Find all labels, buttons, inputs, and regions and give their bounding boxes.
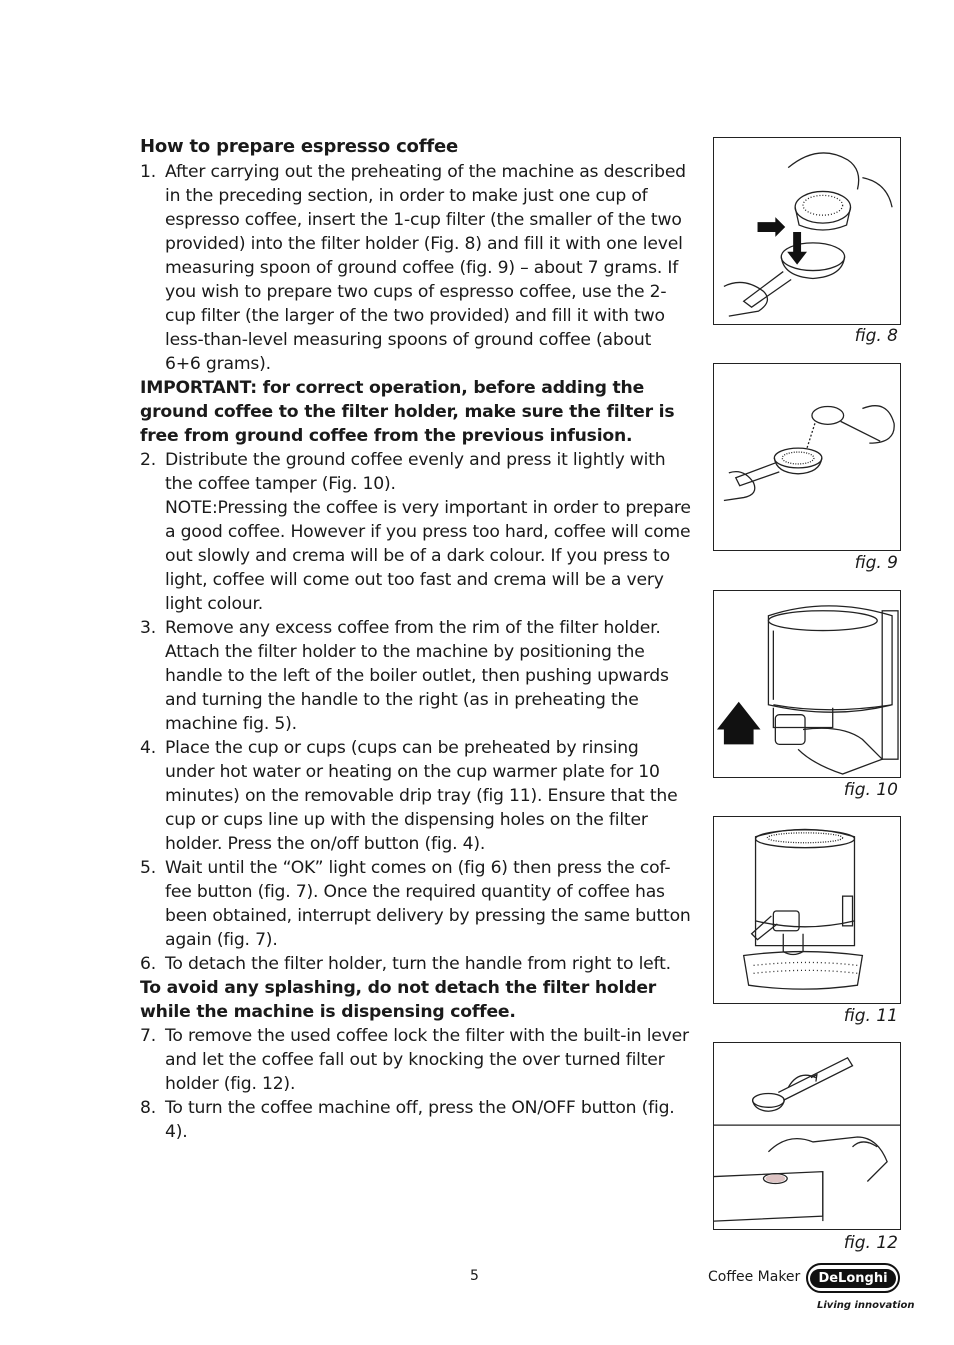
cup-on-drip-tray-illustration [714,817,900,1003]
step-5 [140,856,692,952]
step-1 [140,160,692,376]
step-number: 2. [140,450,156,470]
brand-name: DeLonghi [810,1269,895,1288]
step-6 [140,952,692,976]
step-text: To detach the filter holder, turn the handle from right to left. [165,954,671,974]
step-text: Place the cup or cups (cups can be preheated by rinsing under hot water or heating on the cup warmer plate for 10 minutes) on the removable drip tray (fig 11). Ensure that the cup or cups line up with the dispensing holes on the filter holder. Press the on/off button (fig. 4). [165,738,678,854]
step-2 [140,448,692,616]
step-number: 6. [140,954,156,974]
figure-11-caption: fig. 11 [843,1006,898,1026]
step-text: Distribute the ground coffee evenly and press it lightly with the coffee tamper (Fig. 10). [165,450,666,494]
section-heading: How to prepare espresso coffee [140,136,458,157]
step-text: To turn the coffee machine off, press the ON/OFF button (fig. 4). [165,1098,675,1142]
step-number: 5. [140,858,156,878]
figure-9-caption: fig. 9 [854,553,898,573]
step-4 [140,736,692,856]
step-text: After carrying out the preheating of the machine as described in the preceding section, in order to make just one cup of espresso coffee, insert the 1-cup filter (the smaller of the two provided) into the filter holder (Fig. 8) and fill it with one level measuring spoon of ground coffee (fig. 9) – about 7 grams. If you wish to prepare two cups of espresso coffee, use the 2-cup filter (the larger of the two provided) and fill it with two less-than-level measuring spoons of ground coffee (about 6+6 grams). [165,162,686,374]
figure-8-caption: fig. 8 [854,326,898,346]
step-3 [140,616,692,736]
step-7 [140,1024,692,1096]
figure-9-illustration [713,363,901,551]
important-note: IMPORTANT: for correct operation, before adding the ground coffee to the filter holder, make sure the filter is free from ground coffee from the previous infusion. [140,378,675,446]
step-8 [140,1096,692,1144]
delonghi-logo [806,1263,900,1293]
step-note: NOTE:Pressing the coffee is very important in order to prepare a good coffee. However if you press too hard, coffee will come out slowly and crema will be of a dark colour. If you press to light, coffee will come out too fast and crema will be a very light colour. [165,498,691,614]
knock-out-coffee-illustration [714,1043,900,1229]
step-number: 7. [140,1026,156,1046]
step-number: 1. [140,162,156,182]
figure-11-illustration [713,816,901,1004]
splash-warning: To avoid any splashing, do not detach the filter holder while the machine is dispensing coffee. [140,978,657,1022]
page-number: 5 [470,1268,479,1284]
figure-12-illustration [713,1042,901,1230]
figure-12-caption: fig. 12 [843,1233,898,1253]
step-text: Wait until the “OK” light comes on (fig 6) then press the cof-fee button (fig. 7). Once the required quantity of coffee has been obtained, interrupt delivery by pressing the same button again (fig. 7). [165,858,691,950]
filter-insert-illustration [714,138,900,324]
step-number: 8. [140,1098,156,1118]
attach-filter-holder-illustration [714,591,900,777]
brand-tagline: Living innovation [817,1300,915,1311]
footer-product-label: Coffee Maker [708,1269,801,1285]
instructions-column [140,134,692,1144]
figure-10-caption: fig. 10 [843,780,898,800]
step-text: Remove any excess coffee from the rim of the filter holder. Attach the filter holder to the machine by positioning the handle to the left of the boiler outlet, then pushing upwards and turning the handle to the right (as in preheating the machine fig. 5). [165,618,669,734]
figure-10-illustration [713,590,901,778]
step-text: To remove the used coffee lock the filter with the built-in lever and let the coffee fall out by knocking the over turned filter holder (fig. 12). [165,1026,689,1094]
step-number: 4. [140,738,156,758]
figure-8-illustration [713,137,901,325]
step-number: 3. [140,618,156,638]
measuring-spoon-illustration [714,364,900,550]
